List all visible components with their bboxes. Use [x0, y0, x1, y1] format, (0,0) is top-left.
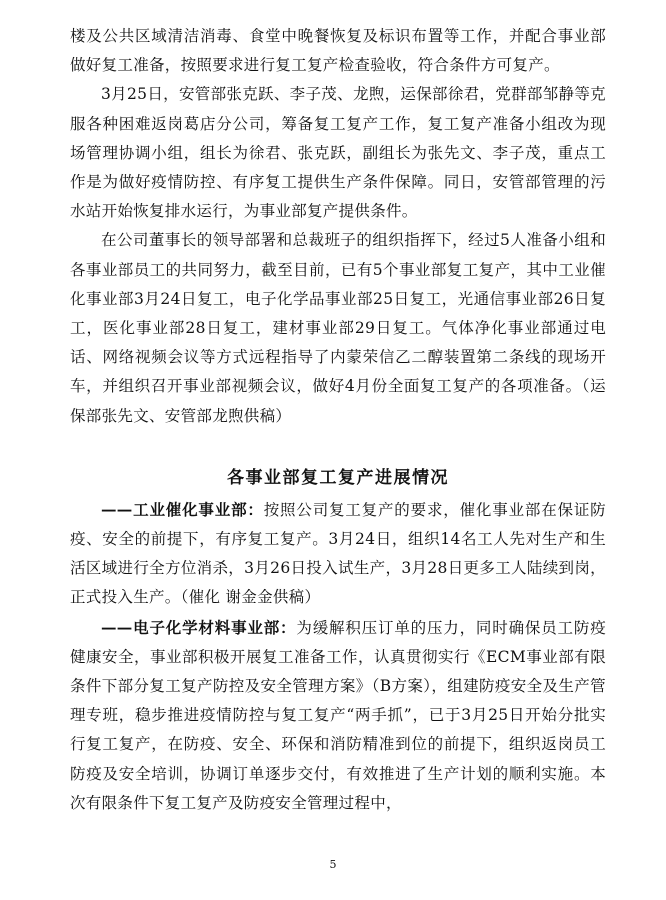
section-item-electronic-chemicals	[70, 613, 606, 818]
paragraph-march-25: 3月25日，安管部张克跃、李子茂、龙煦，运保部徐君，党群部邹静等克服各种困难返岗葛店分公司，筹备复工复产工作，复工复产准备小组改为现场管理协调小组，组长为徐君、张克跃，副组长为张先文、李子茂，重点工作是为做好疫情防控、有序复工提供生产条件保障。同日，安管部管理的污水站开始恢复排水运行，为事业部复产提供条件。	[70, 85, 606, 221]
item-lead: ——工业催化事业部：	[101, 499, 264, 519]
page-number: 5	[329, 858, 337, 871]
section-title: 各事业部复工复产进展情况	[227, 467, 449, 488]
section-item-industrial-catalysis	[70, 495, 606, 613]
paragraph-continuation: 楼及公共区域清洁消毒、食堂中晚餐恢复及标识布置等工作，并配合事业部做好复工准备，按照要求进行复工复产检查验收，符合条件方可复产。	[70, 27, 606, 75]
item-text: 按照公司复工复产的要求，催化事业部在保证防疫、安全的前提下，有序复工复产。3月24日，组织14名工人先对生产和生活区域进行全方位消杀，3月26日投入试生产，3月28日更多工人陆续到岗，正式投入生产。（催化 谢金金供稿）	[70, 500, 606, 607]
paragraph-progress-summary: 在公司董事长的领导部署和总裁班子的组织指挥下，经过5人准备小组和各事业部员工的共同努力，截至目前，已有5个事业部复工复产，其中工业催化事业部3月24日复工，电子化学品事业部25日复工，光通信事业部26日复工，医化事业部28日复工，建材事业部29日复工。气体净化事业部通过电话、网络视频会议等方式远程指导了内蒙荣信乙二醇装置第二条线的现场开车，并组织召开事业部视频会议，做好4月份全面复工复产的各项准备。（运保部张先文、安管部龙煦供稿）	[70, 231, 606, 425]
item-lead: ——电子化学材料事业部：	[101, 617, 297, 637]
item-text: 为缓解积压订单的压力，同时确保员工防疫健康安全，事业部积极开展复工准备工作，认真贯彻实行《ECM事业部有限条件下部分复工复产防控及安全管理方案》（B方案），组建防疫安全及生产管理专班，稳步推进疫情防控与复工复产“两手抓”，已于3月25日开始分批实行复工复产，在防疫、安全、环保和消防精准到位的前提下，组织返岗员工防疫及安全培训，协调订单逐步交付，有效推进了生产计划的顺利实施。本次有限条件下复工复产及防疫安全管理过程中，	[70, 618, 607, 812]
